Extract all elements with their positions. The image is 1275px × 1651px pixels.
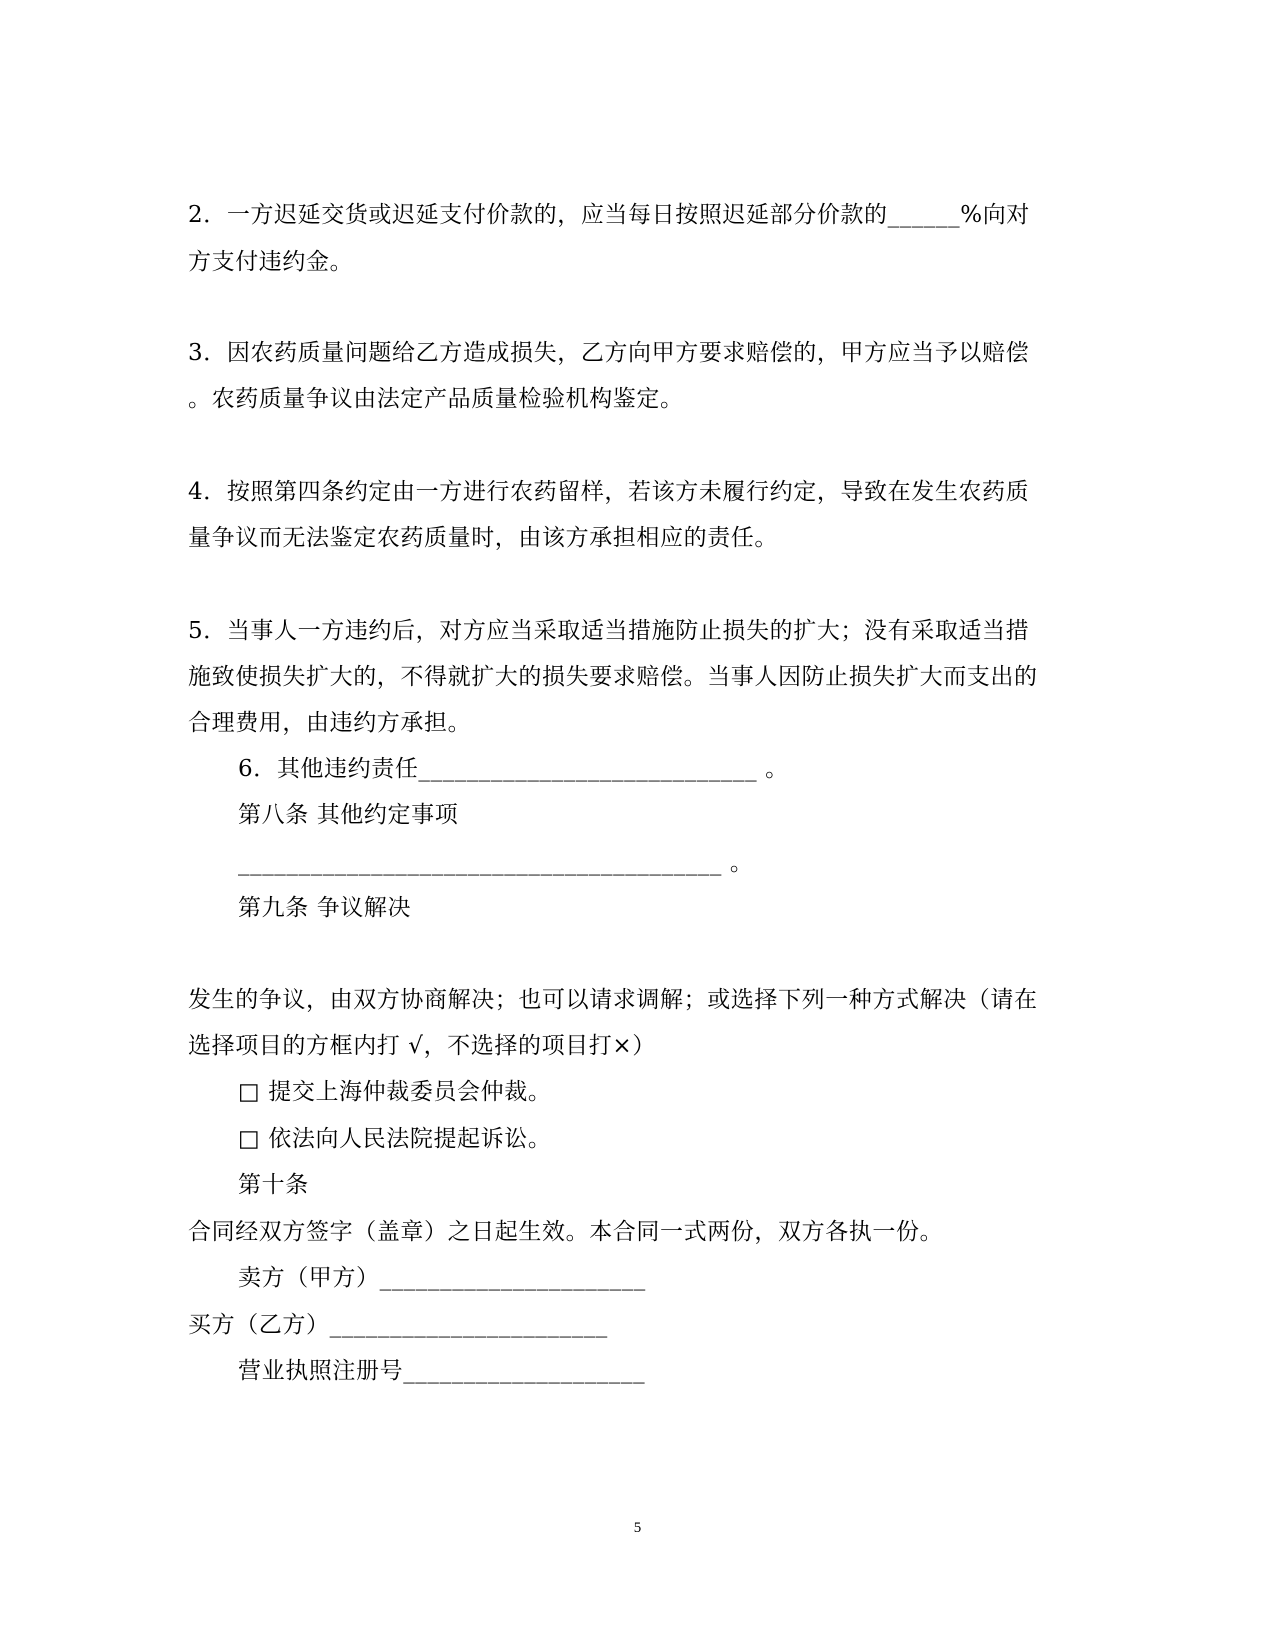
- buyer-signature-line: 买方（乙方）_______________________: [188, 1312, 608, 1338]
- clause-4-line-2: 量争议而无法鉴定农药质量时，由该方承担相应的责任。: [188, 525, 778, 551]
- article-10-heading: 第十条: [238, 1172, 309, 1198]
- clause-2-line-1: 2．一方迟延交货或迟延支付价款的，应当每日按照迟延部分价款的______%向对: [188, 202, 1030, 228]
- clause-3-line-1: 3．因农药质量问题给乙方造成损失，乙方向甲方要求赔偿的，甲方应当予以赔偿: [188, 340, 1030, 366]
- clause-4-line-1: 4．按照第四条约定由一方进行农药留样，若该方未履行约定，导致在发生农药质: [188, 479, 1030, 505]
- article-10-line: 合同经双方签字（盖章）之日起生效。本合同一式两份，双方各执一份。: [188, 1219, 944, 1245]
- clause-5-line-3: 合理费用，由违约方承担。: [188, 710, 472, 736]
- article-8-blank-line: ________________________________________ 。: [238, 850, 754, 876]
- option-arbitration: □ 提交上海仲裁委员会仲裁。: [238, 1079, 552, 1105]
- article-9-heading: 第九条 争议解决: [238, 895, 412, 921]
- page-number: 5: [633, 1520, 642, 1536]
- article-9-line-2: 选择项目的方框内打 √，不选择的项目打×）: [188, 1033, 656, 1059]
- clause-5-line-1: 5．当事人一方违约后，对方应当采取适当措施防止损失的扩大；没有采取适当措: [188, 618, 1030, 644]
- seller-signature-line: 卖方（甲方）______________________: [238, 1265, 646, 1291]
- clause-2-line-2: 方支付违约金。: [188, 249, 354, 275]
- business-license-line: 营业执照注册号____________________: [238, 1358, 646, 1384]
- clause-3-line-2: 。农药质量争议由法定产品质量检验机构鉴定。: [188, 386, 684, 412]
- article-9-line-1: 发生的争议，由双方协商解决；也可以请求调解；或选择下列一种方式解决（请在: [188, 987, 1038, 1013]
- article-8-heading: 第八条 其他约定事项: [238, 802, 459, 828]
- clause-5-line-2: 施致使损失扩大的，不得就扩大的损失要求赔偿。当事人因防止损失扩大而支出的: [188, 664, 1038, 690]
- clause-6-line: 6．其他违约责任____________________________ 。: [238, 756, 789, 782]
- option-litigation: □ 依法向人民法院提起诉讼。: [238, 1126, 552, 1152]
